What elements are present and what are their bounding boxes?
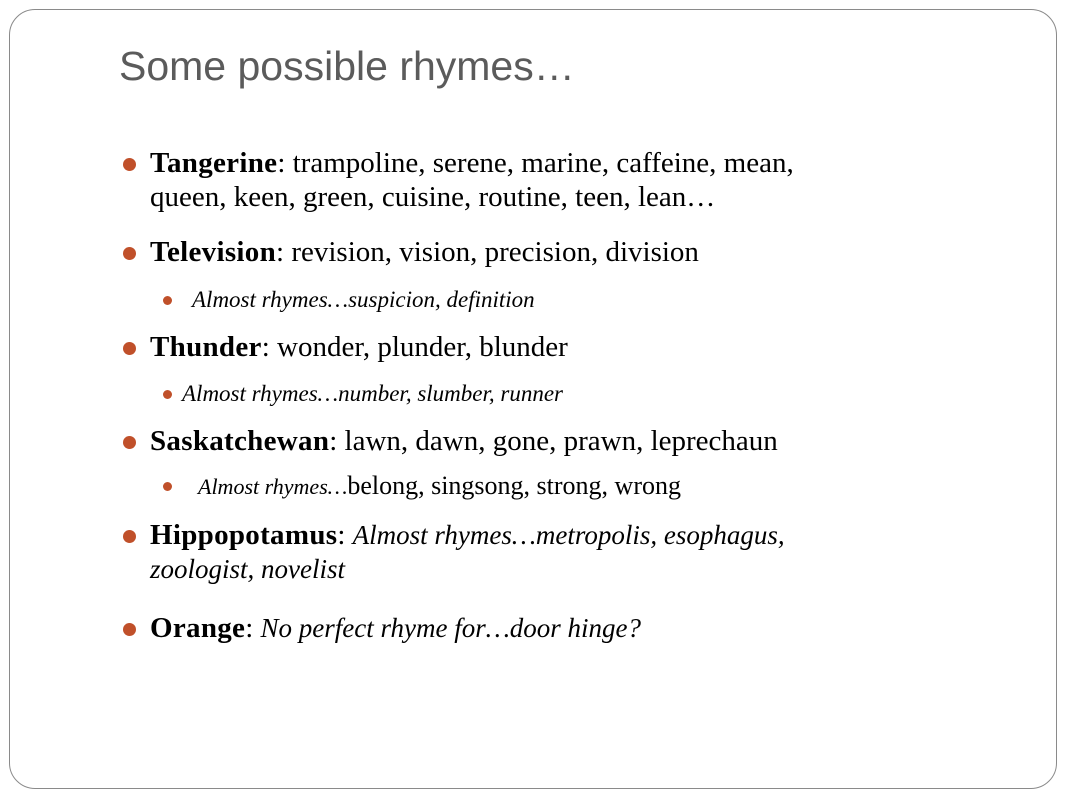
almost-rhymes-television: Almost rhymes…suspicion, definition	[192, 287, 535, 312]
term-saskatchewan: Saskatchewan	[150, 425, 330, 457]
sub-bullet-thunder	[182, 380, 563, 408]
colon-orange: :	[245, 612, 261, 644]
bullet-television	[150, 235, 699, 269]
no-rhyme-orange: No perfect rhyme for…door hinge?	[260, 613, 642, 643]
sub-bullet-television	[192, 286, 535, 314]
bullet-dot-icon	[123, 530, 136, 543]
bullet-dot-icon	[123, 436, 136, 449]
sub-bullet-dot-icon	[163, 482, 172, 491]
rhymes-television: : revision, vision, precision, division	[276, 236, 699, 268]
sub-bullet-dot-icon	[163, 390, 172, 399]
almost-rhymes-saskatchewan-label: Almost rhymes…	[198, 474, 348, 499]
almost-rhymes-hippopotamus-line2: zoologist, novelist	[150, 554, 345, 584]
almost-rhymes-saskatchewan: belong, singsong, strong, wrong	[347, 471, 681, 500]
term-thunder: Thunder	[150, 331, 262, 363]
bullet-thunder	[150, 330, 568, 364]
slide-title: Some possible rhymes…	[119, 43, 575, 89]
rhymes-thunder: : wonder, plunder, blunder	[261, 331, 568, 363]
bullet-dot-icon	[123, 342, 136, 355]
rhymes-tangerine-line1: : trampoline, serene, marine, caffeine, mean,	[277, 147, 794, 179]
term-hippopotamus: Hippopotamus	[150, 519, 338, 551]
bullet-dot-icon	[123, 158, 136, 171]
sub-bullet-dot-icon	[163, 296, 172, 305]
bullet-tangerine	[150, 146, 794, 214]
almost-rhymes-thunder: Almost rhymes…number, slumber, runner	[182, 381, 563, 406]
rhymes-tangerine-line2: queen, keen, green, cuisine, routine, teen, lean…	[150, 181, 716, 213]
almost-rhymes-hippopotamus-line1: Almost rhymes…metropolis, esophagus,	[352, 520, 785, 550]
rhymes-saskatchewan: : lawn, dawn, gone, prawn, leprechaun	[329, 425, 778, 457]
term-television: Television	[150, 236, 277, 268]
sub-bullet-saskatchewan	[198, 472, 681, 501]
bullet-saskatchewan	[150, 424, 778, 458]
term-tangerine: Tangerine	[150, 147, 278, 179]
bullet-dot-icon	[123, 623, 136, 636]
term-orange: Orange	[150, 612, 246, 644]
bullet-orange	[150, 611, 641, 645]
bullet-hippopotamus	[150, 518, 785, 586]
colon-hippopotamus: :	[337, 519, 353, 551]
bullet-dot-icon	[123, 247, 136, 260]
